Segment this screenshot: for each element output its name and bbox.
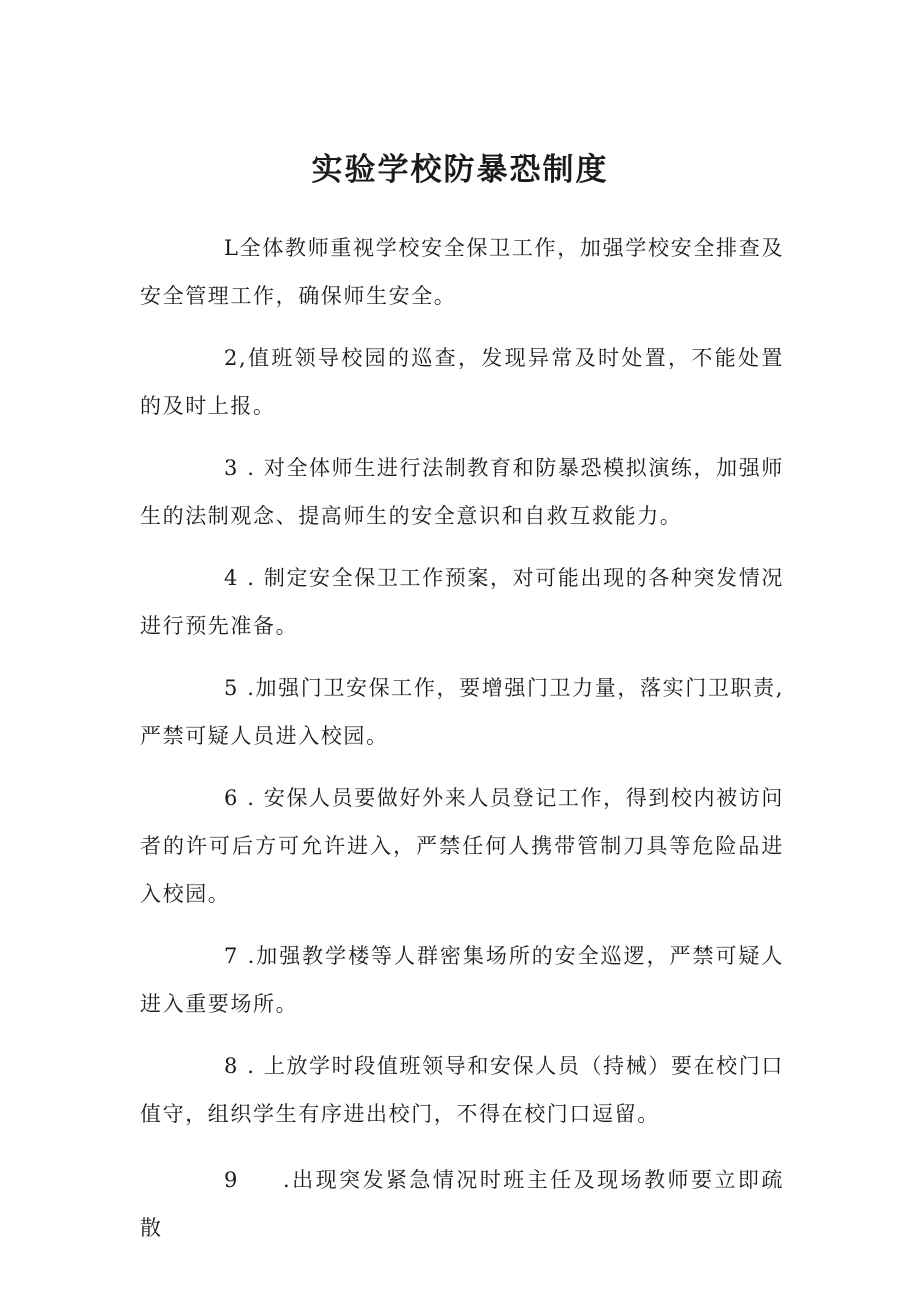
document-body bbox=[140, 224, 784, 1266]
paragraph-text: . 安保人员要做好外来人员登记工作，得到校内被访问者的许可后方可允许进入，严禁任何人携带管制刀具等危险品进入校园。 bbox=[140, 786, 784, 906]
paragraph-number: 6 bbox=[224, 786, 239, 810]
paragraph-number: 2, bbox=[224, 346, 248, 370]
paragraph-number: 4 bbox=[224, 566, 239, 590]
paragraph-text: .出现突发紧急情况时班主任及现场教师要立即疏散 bbox=[140, 1168, 784, 1240]
paragraph-number: 5 bbox=[224, 676, 239, 700]
paragraph-number: 3 bbox=[224, 456, 239, 480]
paragraph-8 bbox=[140, 1042, 784, 1138]
paragraph-1 bbox=[140, 224, 784, 320]
paragraph-text: . 制定安全保卫工作预案，对可能出现的各种突发情况进行预先准备。 bbox=[140, 566, 784, 638]
paragraph-7 bbox=[140, 932, 784, 1028]
paragraph-number: 7 bbox=[224, 944, 239, 968]
paragraph-number: 8 bbox=[224, 1054, 239, 1078]
paragraph-text: 全体教师重视学校安全保卫工作，加强学校安全排查及安全管理工作，确保师生安全。 bbox=[140, 236, 784, 308]
paragraph-text: .加强教学楼等人群密集场所的安全巡逻，严禁可疑人进入重要场所。 bbox=[140, 944, 784, 1016]
document-title: 实验学校防暴恐制度 bbox=[311, 152, 609, 188]
paragraph-2 bbox=[140, 334, 784, 430]
paragraph-6 bbox=[140, 774, 784, 918]
paragraph-text: .加强门卫安保工作，要增强门卫力量，落实门卫职责,严禁可疑人员进入校园。 bbox=[140, 676, 784, 748]
paragraph-5 bbox=[140, 664, 784, 760]
paragraph-number: L bbox=[224, 236, 240, 260]
paragraph-number: 9 bbox=[224, 1168, 239, 1192]
paragraph-9 bbox=[140, 1156, 784, 1252]
paragraph-text: . 上放学时段值班领导和安保人员（持械）要在校门口值守，组织学生有序进出校门，不得在校门口逗留。 bbox=[140, 1054, 784, 1126]
paragraph-text: 值班领导校园的巡查，发现异常及时处置，不能处置的及时上报。 bbox=[140, 346, 784, 418]
paragraph-3 bbox=[140, 444, 784, 540]
paragraph-text: . 对全体师生进行法制教育和防暴恐模拟演练，加强师生的法制观念、提高师生的安全意识和自救互救能力。 bbox=[140, 456, 784, 528]
paragraph-4 bbox=[140, 554, 784, 650]
